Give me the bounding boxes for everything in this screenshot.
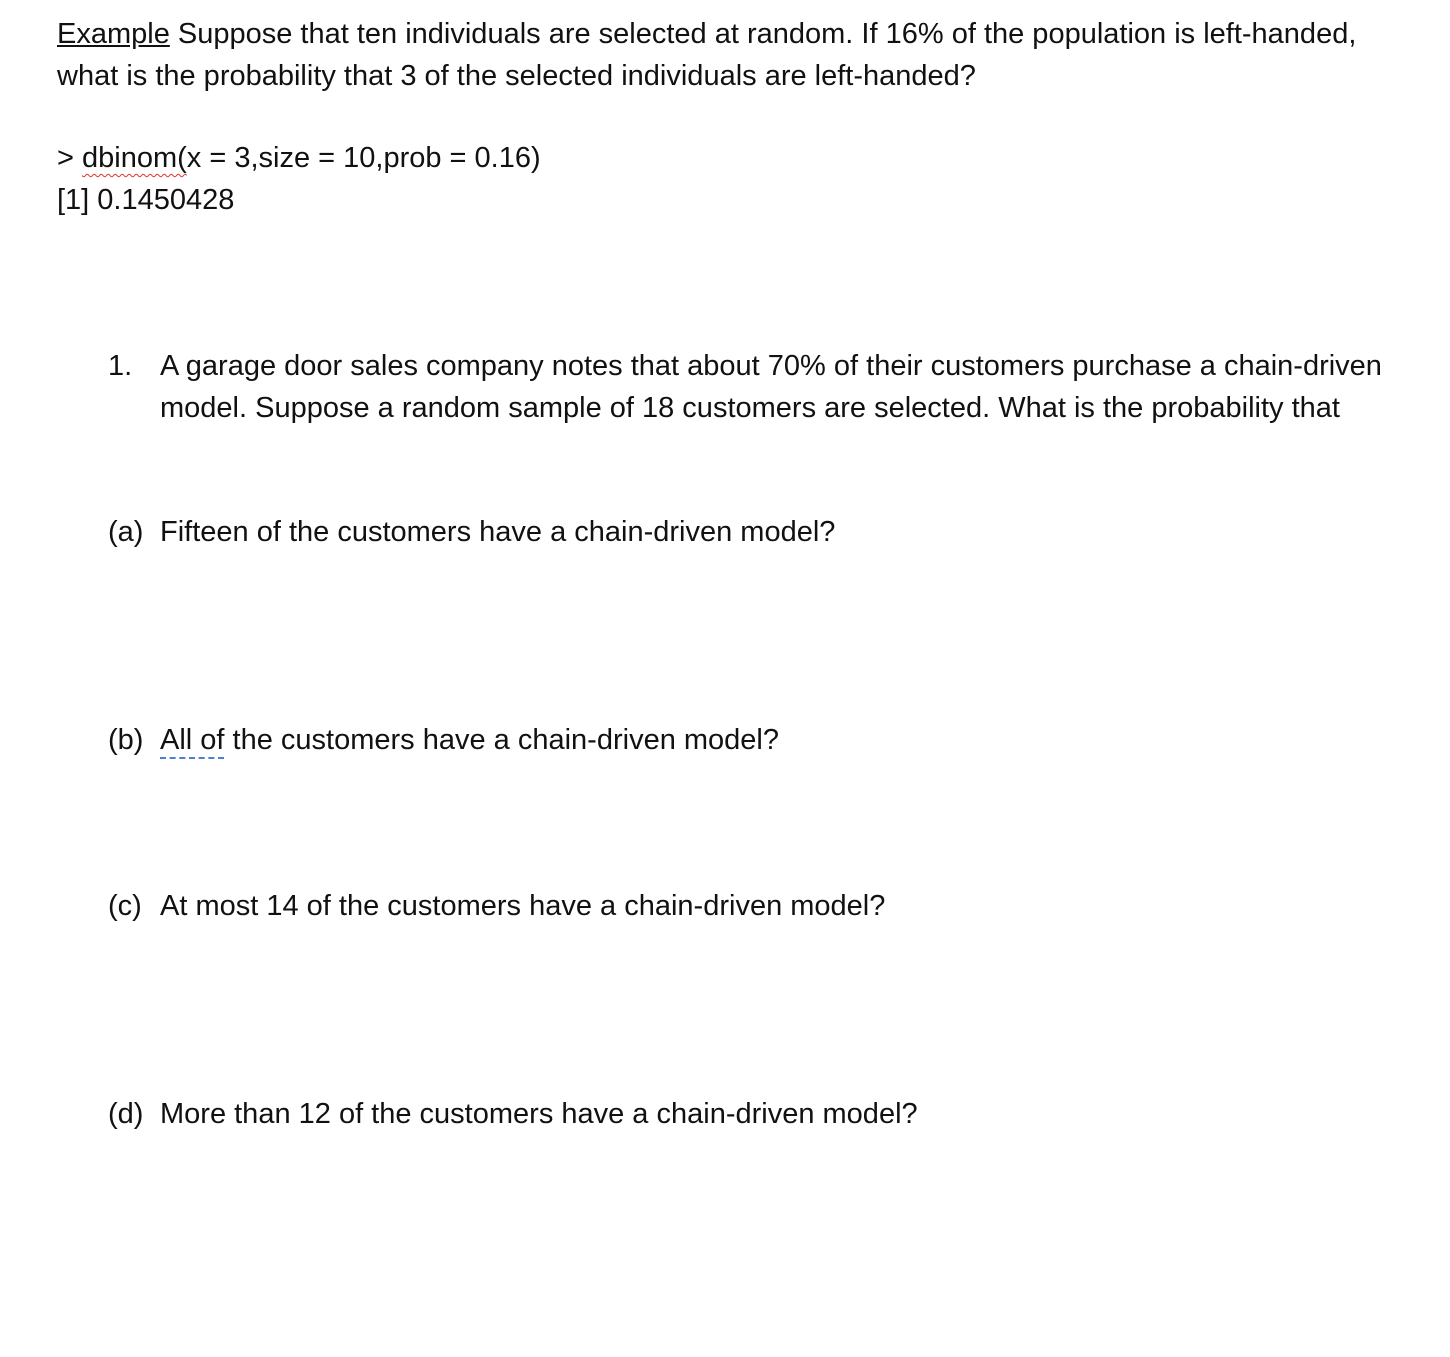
part-a xyxy=(108,511,1398,553)
part-c-text: At most 14 of the customers have a chain-driven model? xyxy=(160,890,886,922)
part-b-label: (b) xyxy=(108,724,144,756)
r-output-line: [1] 0.1450428 xyxy=(57,184,235,216)
part-d-label: (d) xyxy=(108,1098,144,1130)
question-1 xyxy=(108,345,1398,429)
part-c xyxy=(108,885,1398,927)
part-b-text: the customers have a chain-driven model? xyxy=(224,724,779,756)
question-number: 1. xyxy=(108,350,133,382)
part-d-text: More than 12 of the customers have a chain-driven model? xyxy=(160,1098,918,1130)
example-text: Suppose that ten individuals are selected at random. If 16% of the population is left-handed, what is the probability that 3 of the selected individuals are left-handed? xyxy=(57,18,1357,92)
part-a-label: (a) xyxy=(108,516,144,548)
part-d xyxy=(108,1093,1398,1135)
part-a-text: Fifteen of the customers have a chain-driven model? xyxy=(160,516,836,548)
r-function-args: x = 3,size = 10,prob = 0.16) xyxy=(186,142,541,174)
part-c-label: (c) xyxy=(108,890,142,922)
example-label: Example xyxy=(57,18,170,50)
part-b-flagged-text: All of xyxy=(160,724,225,756)
r-prompt: > xyxy=(57,142,82,174)
question-text: A garage door sales company notes that about 70% of their customers purchase a chain-driven model. Suppose a random sample of 18 customers are selected. What is the probability that xyxy=(160,350,1382,424)
example-paragraph xyxy=(57,13,1397,97)
r-function-name: dbinom( xyxy=(82,142,187,174)
r-command-line xyxy=(57,137,1397,179)
part-b xyxy=(108,719,1398,761)
